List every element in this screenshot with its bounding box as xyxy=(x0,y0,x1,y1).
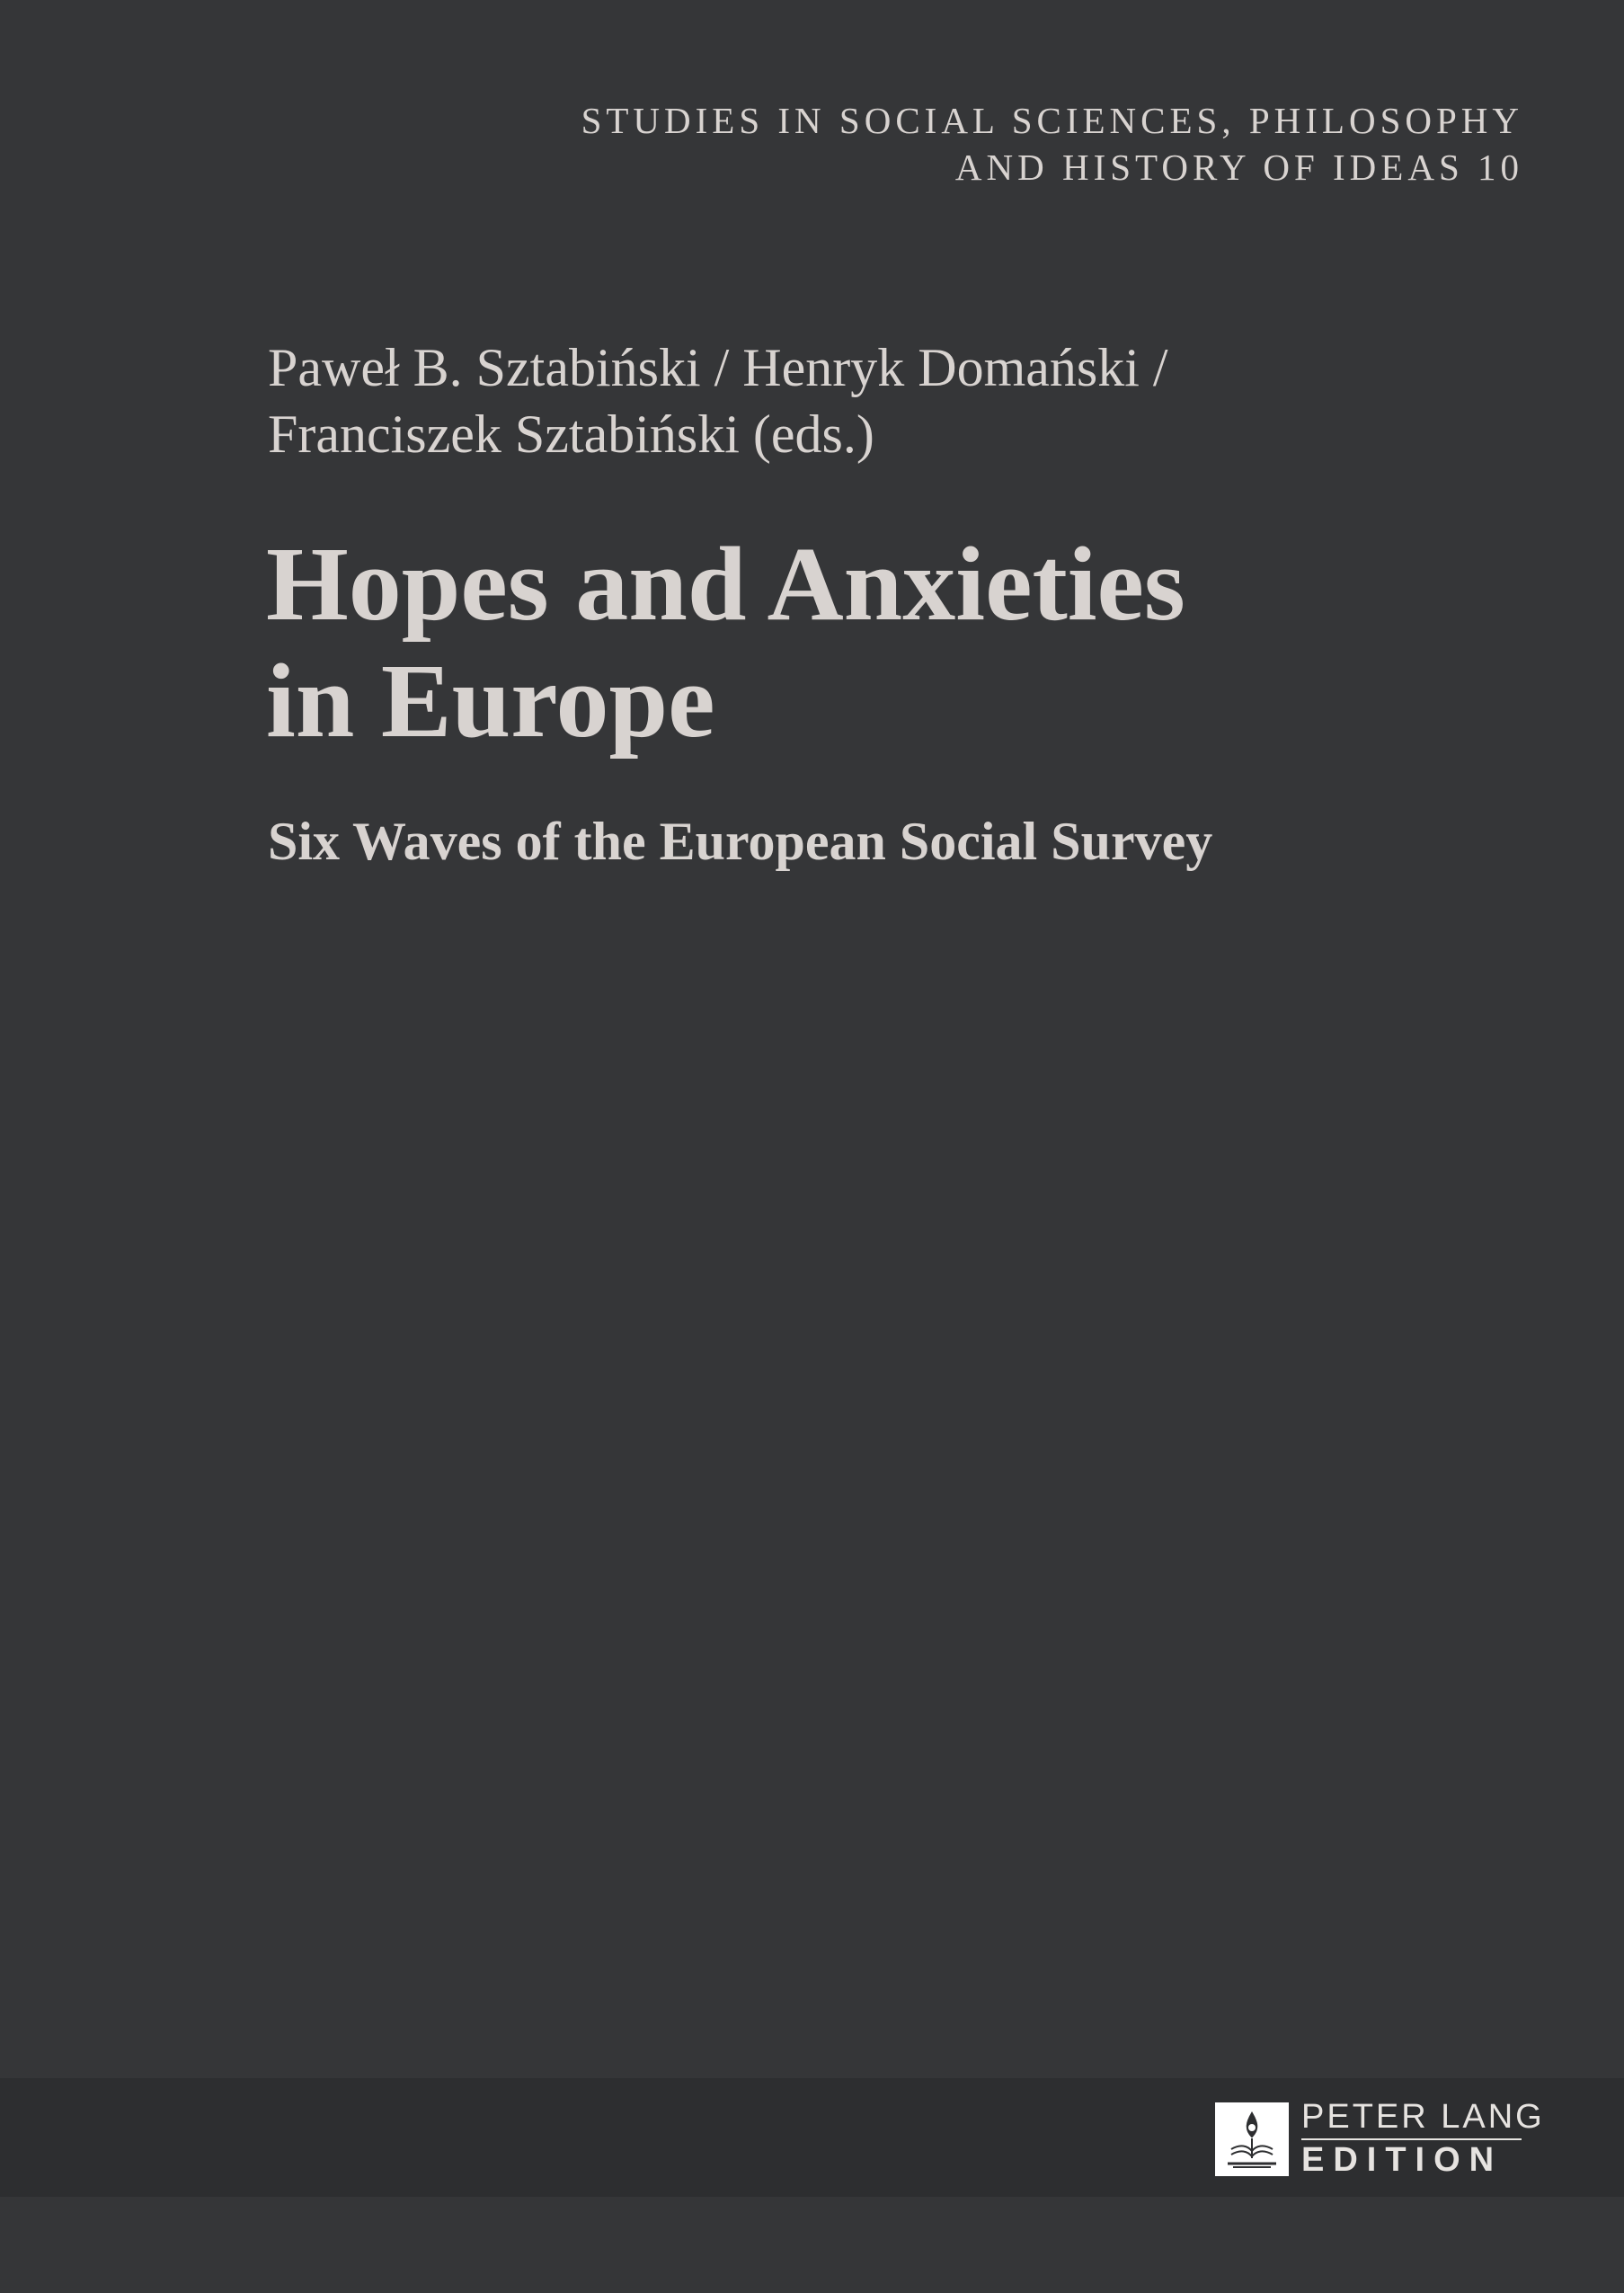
editors-line-2: Franciszek Sztabiński (eds.) xyxy=(268,404,874,464)
editors xyxy=(268,334,1436,467)
book-title-line-1: Hopes and Anxieties xyxy=(266,525,1185,643)
publisher-imprint: EDITION xyxy=(1301,2141,1504,2179)
book-subtitle: Six Waves of the European Social Survey xyxy=(268,812,1213,871)
publisher-name: PETER LANG xyxy=(1301,2098,1545,2136)
publisher-logo xyxy=(1215,2098,1545,2180)
editors-line-1: Paweł B. Sztabiński / Henryk Domański / xyxy=(268,338,1168,397)
peter-lang-emblem-icon xyxy=(1215,2102,1289,2176)
series-title-line-1: STUDIES IN SOCIAL SCIENCES, PHILOSOPHY xyxy=(581,100,1523,141)
book-title xyxy=(266,526,1479,760)
series-title-line-2: AND HISTORY OF IDEAS 10 xyxy=(954,147,1523,188)
book-title-line-2: in Europe xyxy=(266,642,715,760)
series-title xyxy=(581,97,1523,191)
